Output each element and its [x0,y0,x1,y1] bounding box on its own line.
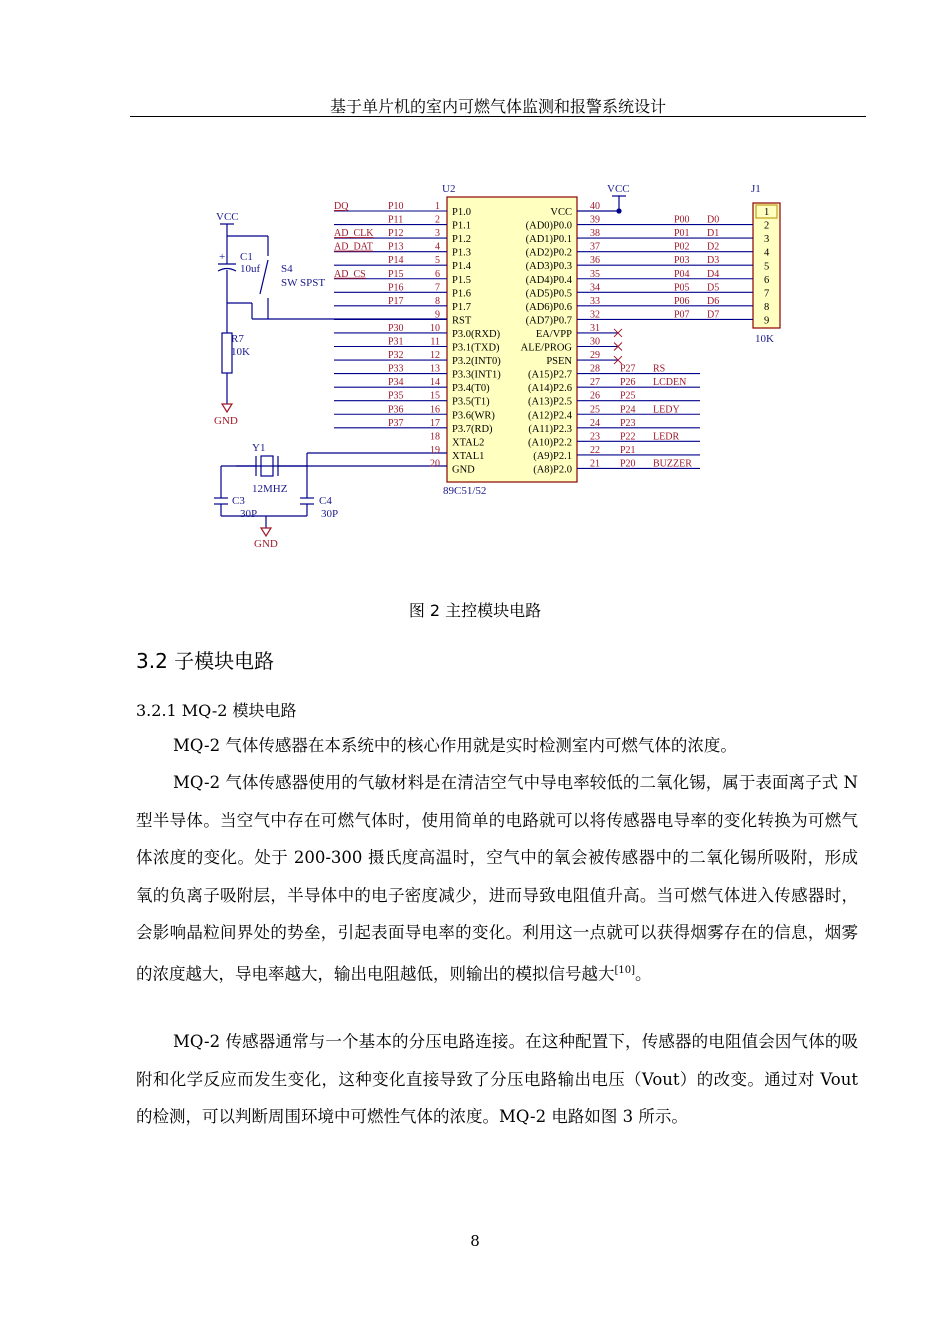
left-pin-name: P3.2(INT0) [452,356,501,368]
left-pin-number: 2 [435,214,440,226]
right-pin-net: P20 [620,458,636,470]
connector-pin-number: 9 [764,315,770,327]
c1-plus: + [219,251,226,263]
paragraph-1 [136,727,858,765]
left-pin-net: P37 [388,417,404,429]
left-pin-net: P16 [388,282,404,294]
right-pin-name: (A11)P2.3 [528,423,572,435]
right-pin-number: 31 [590,322,600,334]
right-pin-number: 27 [590,377,600,389]
left-pin-net: P32 [388,350,404,362]
right-pin-name: VCC [550,207,572,218]
left-pin-number: 10 [430,322,440,334]
left-pin-net: P12 [388,228,404,240]
right-pin-label: D2 [707,241,720,253]
vcc-label-right: VCC [607,183,630,195]
page-header: 基于单片机的室内可燃气体监测和报警系统设计 [329,97,666,116]
right-pin-number: 26 [590,390,600,402]
left-pin-net: P31 [388,336,404,348]
left-pin-number: 12 [430,350,440,362]
right-pin-net: P24 [620,404,636,416]
main-control-circuit [200,176,790,556]
right-pin-name: (AD1)P0.1 [525,234,572,246]
left-pin-number: 8 [435,295,440,307]
left-pin-name: XTAL1 [452,450,485,462]
right-pin-number: 38 [590,228,600,240]
c3-value: 30P [240,508,258,520]
right-pin-name: (AD5)P0.5 [525,288,572,300]
right-pin-label: D0 [707,214,720,226]
right-pin-number: 33 [590,295,600,307]
s4-ref: S4 [281,263,293,275]
left-pin-number: 16 [430,404,440,416]
figure-caption: 图 2 主控模块电路 [408,601,542,620]
right-pin-name: (A13)P2.5 [527,396,572,408]
right-pin-number: 23 [590,431,600,443]
left-pin-net: P17 [388,295,404,307]
left-pin-name: P1.6 [452,288,471,300]
left-pin-name: P3.4(T0) [452,383,490,395]
right-pin-name: (AD4)P0.4 [525,274,572,286]
right-pin-net: P00 [674,214,690,226]
right-pin-net: P04 [674,268,690,280]
connector-pin-number: 1 [764,207,770,219]
left-pin-number: 7 [435,282,440,294]
s4-value: SW SPST [281,277,326,289]
connector-pin-number: 3 [764,234,770,246]
right-pin-number: 35 [590,268,600,280]
right-pin-net: P26 [620,377,636,389]
right-pin-number: 24 [590,417,600,429]
right-pin-number: 30 [590,336,600,348]
c4-ref: C4 [319,495,332,507]
left-pin-name: P1.2 [452,234,471,246]
right-pin-net: P07 [674,309,690,321]
left-pin-net: P35 [388,390,404,402]
right-pin-name: (AD6)P0.6 [525,301,572,313]
chip-part: 89C51/52 [443,485,487,497]
right-pin-number: 32 [590,309,600,321]
vcc-label-left: VCC [216,211,239,223]
left-pin-number: 17 [430,417,440,429]
c4-value: 30P [321,508,339,520]
paragraph-2-text: MQ-2 气体传感器使用的气敏材料是在清洁空气中导电率较低的二氧化锡，属于表面离子式 N 型半导体。当空气中存在可燃气体时，使用简单的电路就可以将传感器电导率的变化转换为可燃气体浓度的变化。处于 200-300 摄氏度高温时，空气中的氧会被传感器中的二氧化锡所吸附，形成氧的负离子吸附层，半导体中的电子密度减少，进而导致电阻值升高。当可燃气体进入传感器时，会影响晶粒间界处的势垒，引起表面导电率的变化。利用这一点就可以获得烟雾存在的信息，烟雾的浓度越大，导电率越大，输出电阻越低，则输出的模拟信号越大 [136,773,858,983]
left-pin-name: XTAL2 [452,437,485,449]
r7-value: 10K [231,346,250,358]
left-pin-label: DQ [334,201,349,212]
left-pin-net: P34 [388,377,404,389]
right-pin-label: LCDEN [653,377,687,389]
right-pin-label: D6 [707,295,720,307]
connector-pin-number: 2 [764,220,770,232]
paragraph-1-text: MQ-2 气体传感器在本系统中的核心作用就是实时检测室内可燃气体的浓度。 [173,736,737,755]
connector-pin-number: 8 [764,301,770,313]
right-pin-name: (A8)P2.0 [533,464,572,476]
c1-value: 10uf [240,263,261,275]
left-pin-name: P1.3 [452,247,471,259]
right-pin-name: ALE/PROG [520,342,572,354]
left-pin-number: 5 [435,255,440,267]
left-pin-net: P10 [388,201,404,212]
right-pin-net: P01 [674,228,690,240]
right-pin-number: 36 [590,255,600,267]
right-pin-net: P23 [620,417,636,429]
right-pin-net: P27 [620,363,636,375]
right-pin-label: D7 [707,309,720,321]
right-pin-number: 28 [590,363,600,375]
connector-pin-number: 5 [764,261,770,273]
r7-ref: R7 [231,333,244,345]
header-rule [130,116,866,117]
y1-ref: Y1 [252,442,266,454]
left-pin-name: P1.7 [452,301,471,313]
left-pin-number: 11 [430,336,440,348]
left-pin-number: 3 [435,228,440,240]
right-pin-name: (A14)P2.6 [527,383,572,395]
right-pin-label: LEDR [653,431,680,443]
chip-ref: U2 [442,183,456,195]
left-pin-name: P3.7(RD) [452,423,493,435]
right-pin-net: P03 [674,255,690,267]
left-pin-net: P11 [388,214,404,226]
gnd-label-left: GND [214,415,238,427]
right-pin-name: (AD0)P0.0 [525,220,572,232]
paragraph-3 [136,1023,858,1136]
right-pin-label: D5 [707,282,720,294]
y1-value: 12MHZ [252,483,288,495]
right-pin-label: D1 [707,228,720,240]
left-pin-name: P1.5 [452,274,471,286]
left-pin-number: 4 [435,241,440,253]
left-pin-name: P3.6(WR) [452,410,495,422]
right-pin-name: EA/VPP [535,328,572,340]
left-pin-name: P3.5(T1) [452,396,490,408]
right-pin-name: (A10)P2.2 [527,437,572,449]
left-pin-name: P3.0(RXD) [452,328,501,340]
citation[interactable]: [10] [614,964,636,976]
right-pin-name: PSEN [546,356,572,368]
c1-ref: C1 [240,251,253,263]
left-pin-number: 13 [430,363,440,375]
page-number: 8 [470,1232,480,1250]
right-pin-label: RS [653,363,666,375]
left-pin-net: P36 [388,404,404,416]
right-pin-name: (AD2)P0.2 [525,247,572,259]
c3-ref: C3 [232,495,245,507]
left-pin-net: P15 [388,268,404,280]
right-pin-name: (AD3)P0.3 [525,261,572,273]
right-pin-net: P05 [674,282,690,294]
left-pin-number: 18 [430,431,440,443]
left-pin-label: AD_DAT [334,241,373,253]
right-pin-name: (AD7)P0.7 [525,315,572,327]
right-pin-number: 22 [590,444,600,456]
left-pin-net: P14 [388,255,404,267]
left-pin-number: 20 [430,458,440,470]
subsection-title: 3.2.1 MQ-2 模块电路 [136,701,297,720]
connector-pin-number: 4 [764,247,770,259]
connector-value: 10K [755,333,774,345]
left-pin-number: 6 [435,268,440,280]
left-pin-name: P1.0 [452,207,471,218]
right-pin-net: P02 [674,241,690,253]
left-pin-label: AD_CS [334,268,366,280]
right-pin-number: 25 [590,404,600,416]
right-pin-number: 29 [590,350,600,362]
left-pin-name: P3.1(TXD) [452,342,500,354]
gnd-label-bottom: GND [254,538,278,550]
connector-pin-number: 6 [764,274,770,286]
right-pin-label: BUZZER [653,458,692,470]
left-pin-number: 1 [435,201,440,212]
left-pin-label: AD_CLK [334,228,374,240]
right-pin-name: (A9)P2.1 [533,450,572,462]
right-pin-net: P06 [674,295,690,307]
paragraph-2 [136,764,858,993]
left-pin-name: GND [452,464,475,476]
right-pin-label: D4 [707,268,720,280]
left-pin-net: P33 [388,363,404,375]
connector-ref: J1 [751,183,761,195]
paragraph-3-text: MQ-2 传感器通常与一个基本的分压电路连接。在这种配置下，传感器的电阻值会因气体的吸附和化学反应而发生变化，这种变化直接导致了分压电路输出电压（Vout）的改变。通过对 Vout 的检测，可以判断周围环境中可燃性气体的浓度。MQ-2 电路如图 3 所示。 [136,1032,858,1126]
right-pin-label: D3 [707,255,720,267]
right-pin-number: 39 [590,214,600,226]
right-pin-number: 21 [590,458,600,470]
left-pin-number: 19 [430,444,440,456]
right-pin-name: (A15)P2.7 [527,369,572,381]
paragraph-2-end: 。 [635,964,652,983]
right-pin-net: P22 [620,431,636,443]
right-pin-net: P21 [620,444,636,456]
left-pin-name: P1.4 [452,261,471,273]
right-pin-number: 34 [590,282,600,294]
right-pin-number: 40 [590,201,600,212]
left-pin-name: P1.1 [452,220,471,232]
left-pin-number: 9 [435,309,440,321]
left-pin-net: P13 [388,241,404,253]
left-pin-net: P30 [388,322,404,334]
section-title: 3.2 子模块电路 [136,649,275,673]
right-pin-name: (A12)P2.4 [527,410,572,422]
right-pin-number: 37 [590,241,600,253]
connector-pin-number: 7 [764,288,770,300]
right-pin-net: P25 [620,390,636,402]
left-pin-name: RST [452,315,472,327]
left-pin-number: 15 [430,390,440,402]
left-pin-name: P3.3(INT1) [452,369,501,381]
right-pin-label: LEDY [653,404,680,416]
left-pin-number: 14 [430,377,440,389]
